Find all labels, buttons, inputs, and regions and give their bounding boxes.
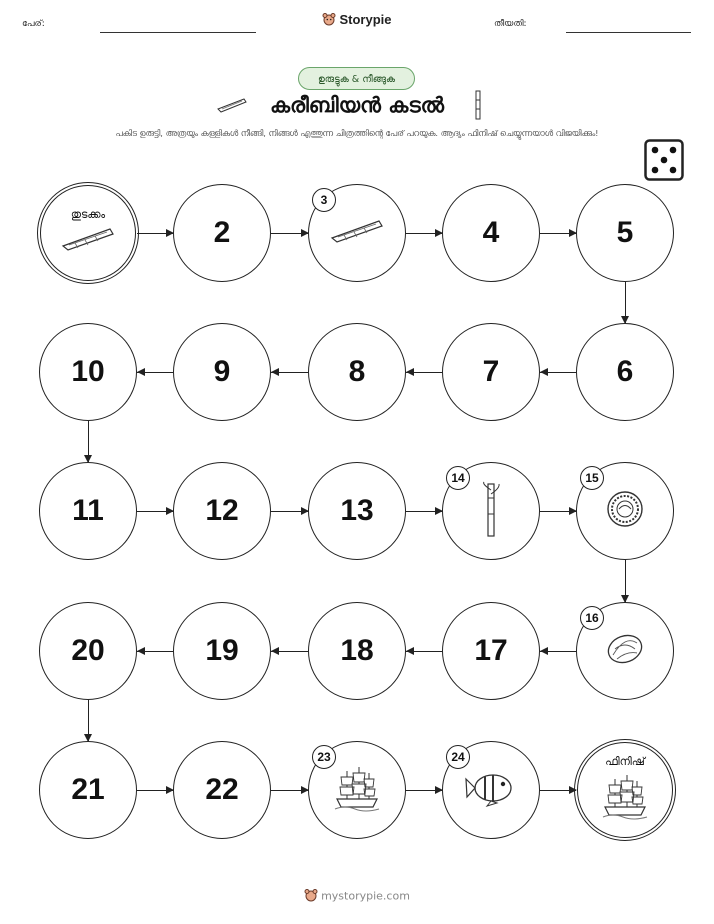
- arrow-head: [301, 786, 309, 794]
- finish-label: ഫിനിഷ്: [605, 755, 645, 768]
- space-number: 13: [340, 494, 374, 527]
- date-field[interactable]: [566, 32, 691, 33]
- canoe-icon: [60, 224, 116, 258]
- canoe-icon: [329, 216, 385, 250]
- date-label: തീയതി:: [494, 19, 527, 29]
- board-space-9: [173, 323, 271, 421]
- page-title: കരീബിയൻ കടൽ: [269, 93, 445, 117]
- space-number: 11: [72, 494, 104, 527]
- space-number-badge: 14: [446, 466, 470, 490]
- arrow-head: [569, 507, 577, 515]
- footer: [0, 888, 714, 905]
- space-number: 2: [213, 216, 231, 249]
- space-number: 10: [71, 355, 105, 388]
- finish-space: [574, 739, 676, 841]
- arrow-head: [84, 455, 92, 463]
- space-number: 8: [348, 355, 366, 388]
- arrow-head: [406, 647, 414, 655]
- space-number-badge: 15: [580, 466, 604, 490]
- board-space-12: [173, 462, 271, 560]
- board-space-19: [173, 602, 271, 700]
- board-space-2: [173, 184, 271, 282]
- arrow-head: [166, 507, 174, 515]
- space-number-badge: 23: [312, 745, 336, 769]
- arrow-head: [301, 507, 309, 515]
- space-number: 7: [482, 355, 500, 388]
- arrow-head: [435, 786, 443, 794]
- board-space-18: [308, 602, 406, 700]
- brand-logo: [0, 12, 714, 29]
- space-number: 12: [205, 494, 239, 527]
- ship-icon: [599, 771, 651, 825]
- space-number-badge: 16: [580, 606, 604, 630]
- dice-icon[interactable]: [644, 139, 684, 181]
- space-number-badge: 3: [312, 188, 336, 212]
- space-number: 9: [213, 355, 231, 388]
- arrow-head: [621, 316, 629, 324]
- space-number: 17: [474, 634, 508, 667]
- board-space-17: [442, 602, 540, 700]
- sugarcane-icon: [478, 480, 504, 542]
- game-type-badge: ഉരുട്ടുക & നീങ്ങുക: [298, 67, 415, 90]
- board-space-13: [308, 462, 406, 560]
- storypie-bear-icon: [304, 888, 318, 905]
- brand-name: Storypie: [339, 12, 392, 27]
- space-number: 4: [482, 216, 500, 249]
- storypie-bear-icon: [322, 12, 336, 29]
- board-space-8: [308, 323, 406, 421]
- board-space-21: [39, 741, 137, 839]
- space-number: 18: [340, 634, 374, 667]
- space-number: 5: [616, 216, 634, 249]
- arrow-head: [435, 229, 443, 237]
- space-number: 6: [616, 355, 634, 388]
- name-label: പേര്:: [22, 19, 45, 29]
- space-number: 20: [71, 634, 105, 667]
- nutmeg-icon: [603, 631, 647, 671]
- space-number: 22: [205, 773, 239, 806]
- instructions: പകിട ഉരുട്ടി, അത്രയും കള്ളികൾ നീങ്ങി, നിങ്ങൾ എത്തുന്ന ചിത്രത്തിന്റെ പേര് പറയുക. ആദ്യം ഫിനിഷ് ചെയ്യുന്നയാൾ വിജയിക്കും!: [115, 128, 599, 138]
- board-space-6: [576, 323, 674, 421]
- fish-icon: [463, 768, 519, 812]
- arrow-head: [435, 507, 443, 515]
- arrow-head: [540, 368, 548, 376]
- arrow-head: [569, 229, 577, 237]
- start-space: [37, 182, 139, 284]
- board-space-20: [39, 602, 137, 700]
- arrow-head: [271, 647, 279, 655]
- board-space-4: [442, 184, 540, 282]
- arrow-head: [166, 786, 174, 794]
- board-space-5: [576, 184, 674, 282]
- sugarcane-icon: [471, 90, 485, 120]
- arrow-head: [569, 786, 577, 794]
- arrow-head: [84, 734, 92, 742]
- ship-icon: [331, 763, 383, 817]
- arrow-head: [166, 229, 174, 237]
- space-number-badge: 24: [446, 745, 470, 769]
- arrow-head: [137, 647, 145, 655]
- board-space-7: [442, 323, 540, 421]
- name-field[interactable]: [100, 32, 256, 33]
- board-space-22: [173, 741, 271, 839]
- arrow-head: [621, 595, 629, 603]
- board-space-10: [39, 323, 137, 421]
- arrow-head: [406, 368, 414, 376]
- board-space-11: [39, 462, 137, 560]
- coin-icon: [605, 489, 645, 533]
- start-label: തുടക്കം: [70, 208, 106, 221]
- space-number: 19: [205, 634, 239, 667]
- arrow-head: [540, 647, 548, 655]
- arrow-head: [301, 229, 309, 237]
- arrow-head: [137, 368, 145, 376]
- footer-url: mystorypie.com: [321, 889, 410, 903]
- arrow-head: [271, 368, 279, 376]
- space-number: 21: [71, 773, 105, 806]
